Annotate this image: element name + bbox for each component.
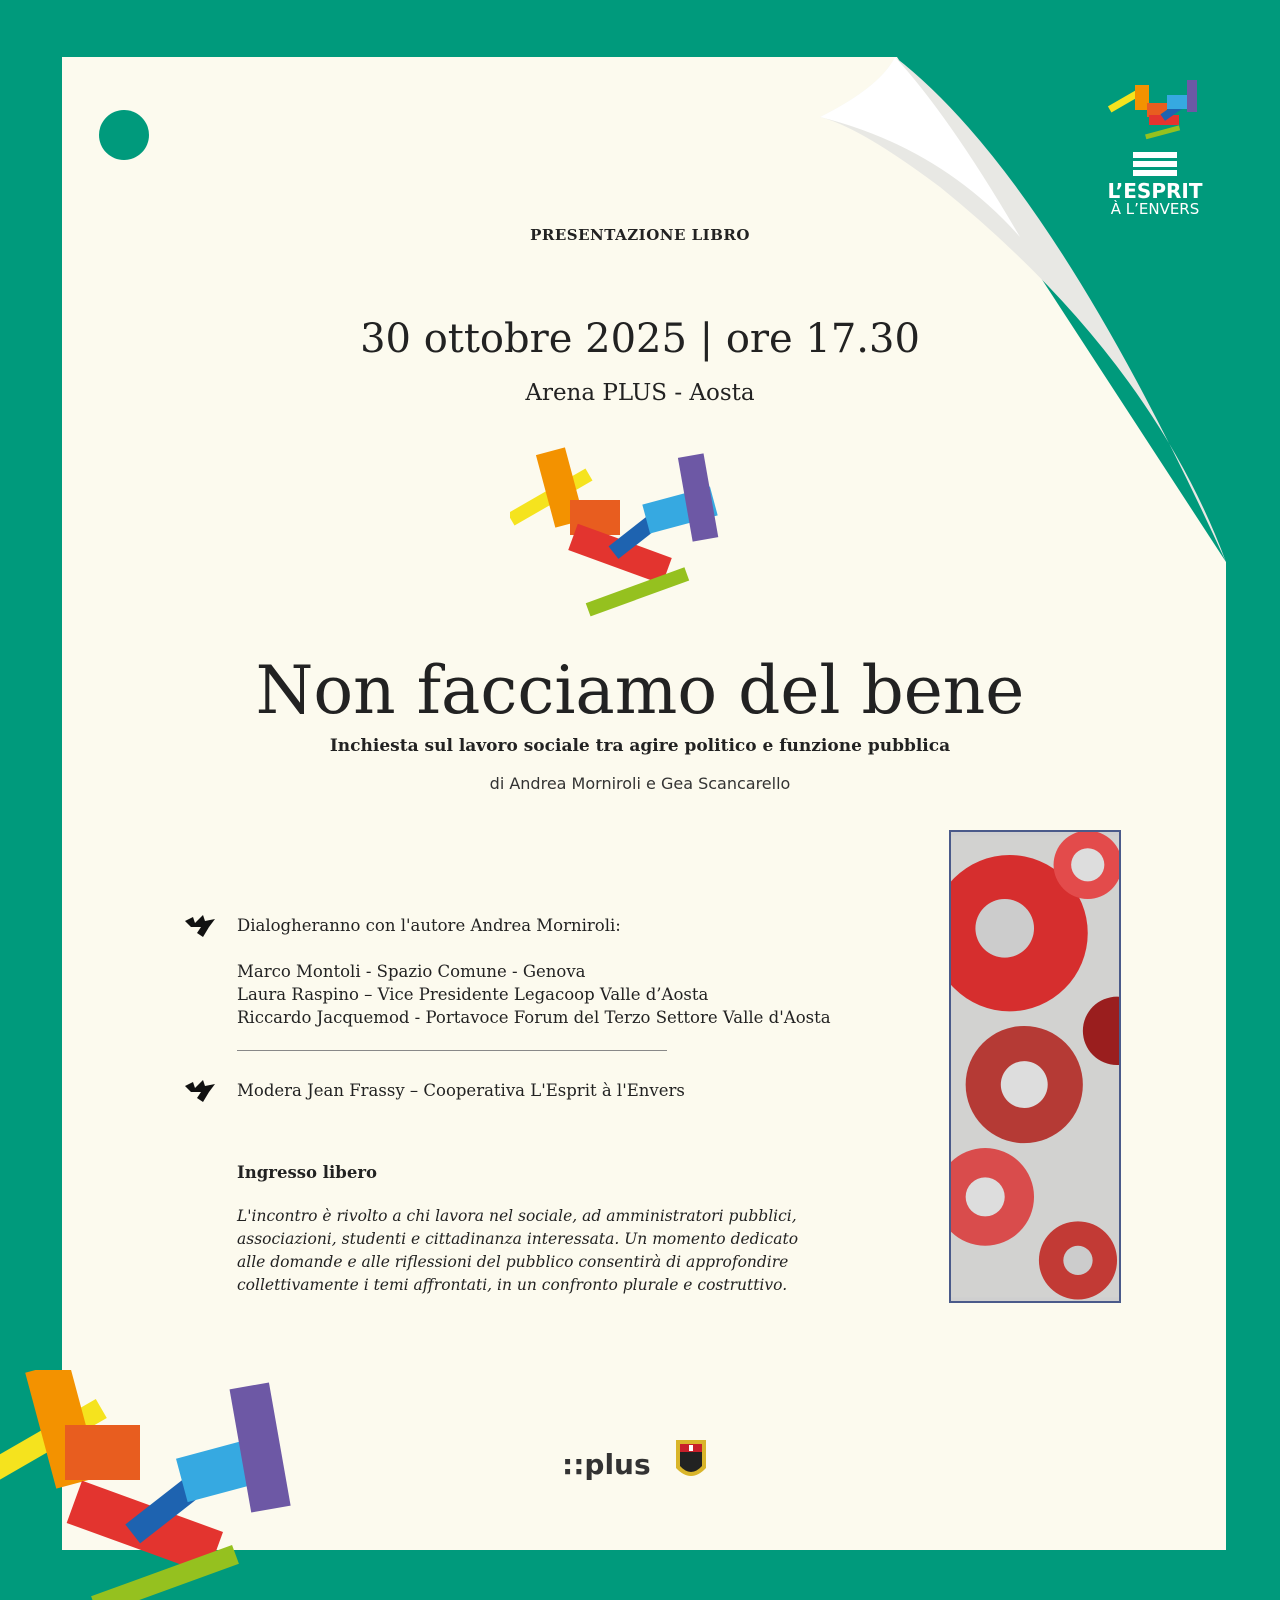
decorative-dot: [99, 110, 149, 160]
event-date: 30 ottobre 2025 | ore 17.30: [360, 316, 920, 362]
speaker: Laura Raspino – Vice Presidente Legacoop Valle d’Aosta: [237, 985, 709, 1004]
book-subtitle: Inchiesta sul lavoro sociale tra agire politico e funzione pubblica: [329, 736, 951, 756]
book-title: Non facciamo del bene: [255, 652, 1025, 729]
colored-shapes-graphic: [510, 440, 750, 620]
aosta-coat-of-arms-icon: [670, 1428, 712, 1490]
plus-logo: ::plus: [562, 1448, 651, 1481]
entry-heading: Ingresso libero: [237, 1163, 378, 1182]
logo-mark-icon: [1105, 75, 1205, 145]
bird-icon: [183, 913, 217, 939]
speaker: Marco Montoli - Spazio Comune - Genova: [237, 962, 586, 981]
speaker: Riccardo Jacquemod - Portavoce Forum del Terzo Settore Valle d'Aosta: [237, 1008, 831, 1027]
divider: [237, 1050, 667, 1051]
event-type: PRESENTAZIONE LIBRO: [530, 226, 750, 244]
moderator: Modera Jean Frassy – Cooperativa L'Esprit à l'Envers: [237, 1081, 685, 1100]
book-authors: di Andrea Morniroli e Gea Scancarello: [489, 774, 791, 793]
bird-icon: [183, 1078, 217, 1104]
panel-intro: Dialogheranno con l'autore Andrea Morniroli:: [237, 916, 621, 935]
speaker-list: [237, 960, 831, 1029]
corner-shapes-graphic: [0, 1370, 320, 1600]
entry-text: L'incontro è rivolto a chi lavora nel sociale, ad amministratori pubblici, associazioni, studenti e cittadinanza interessata. Un momento dedicato alle domande e alle riflessioni del pubblico consentirà di approfondire collettivamente i temi affrontati, in un confronto plurale e costruttivo.: [237, 1207, 799, 1294]
esprit-logo: L’ESPRIT À L’ENVERS: [1100, 75, 1210, 218]
book-cover-gears: [949, 830, 1121, 1303]
event-place: Arena PLUS - Aosta: [525, 380, 755, 406]
